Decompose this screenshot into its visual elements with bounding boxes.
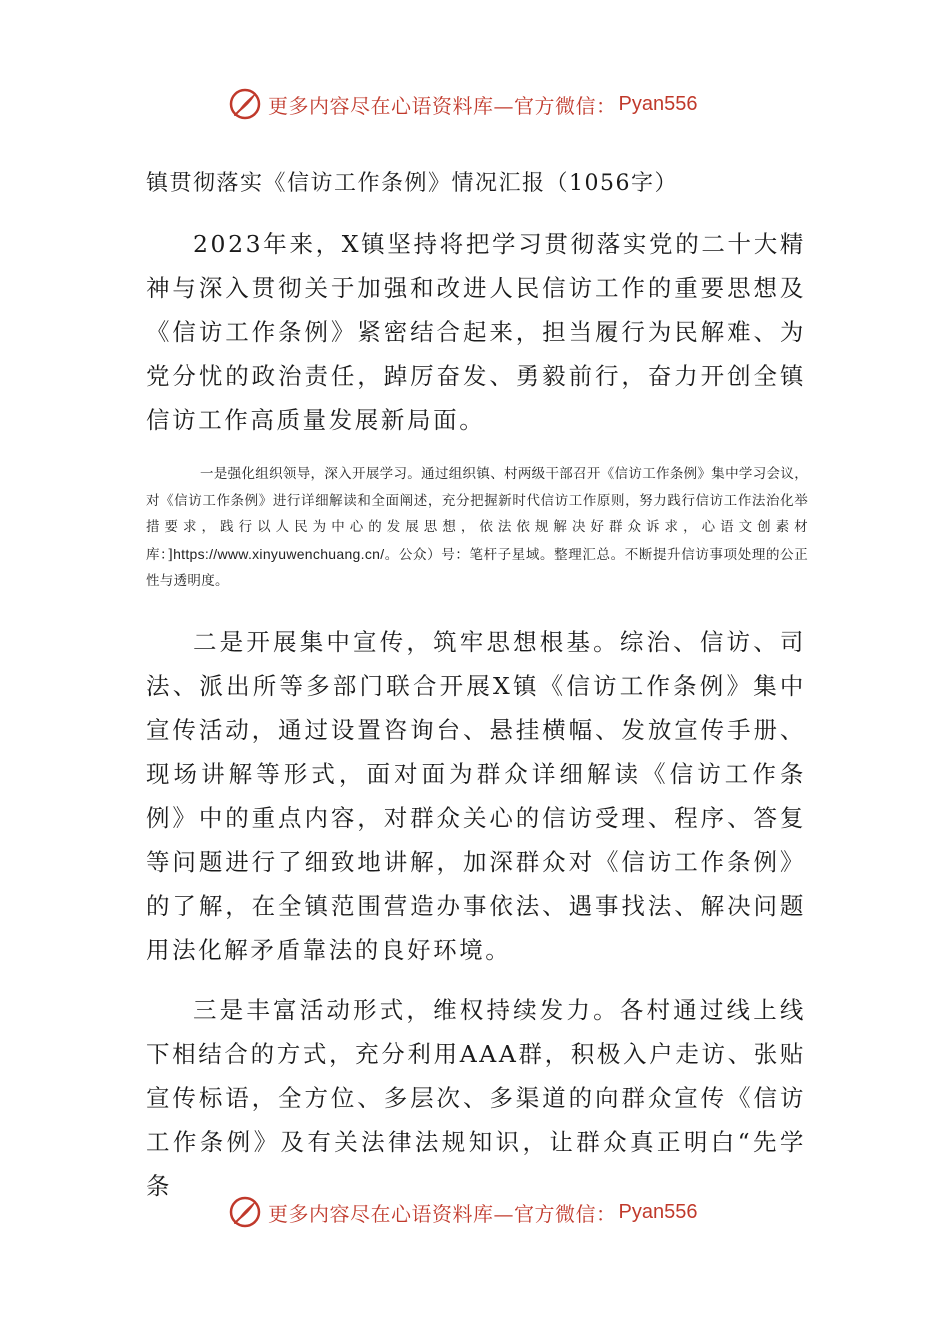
paragraph-activities: 三是丰富活动形式，维权持续发力。各村通过线上线下相结合的方式，充分利用AAA群，积极入户走访、张贴宣传标语，全方位、多层次、多渠道的向群众宣传《信访工作条例》及有关法律法规知识，让群众真正明白“先学条 — [146, 996, 806, 1200]
banner-text: 更多内容尽在心语资料库—官方微信： — [268, 1201, 617, 1226]
paragraph-intro: 2023年来，X镇坚持将把学习贯彻落实党的二十大精神与深入贯彻关于加强和改进人民信访工作的重要思想及《信访工作条例》紧密结合起来，担当履行为民解难、为党分忧的政治责任，踔厉奋发、勇毅前行，奋力开创全镇信访工作高质量发展新局面。 — [146, 230, 806, 434]
document-title: 镇贯彻落实《信访工作条例》情况汇报（1056字） — [146, 171, 678, 196]
paragraph-study-text-2: 。公众）号：笔杆子星域。整理汇总。不断提升信访事项处理的公正性与透明度。 — [146, 546, 808, 589]
paragraph-publicity: 二是开展集中宣传，筑牢思想根基。综治、信访、司法、派出所等多部门联合开展X镇《信访工作条例》集中宣传活动，通过设置咨询台、悬挂横幅、发放宣传手册、现场讲解等形式，面对面为群众详细解读《信访工作条例》中的重点内容，对群众关心的信访受理、程序、答复等问题进行了细致地讲解，加深群众对《信访工作条例》的了解，在全镇范围营造办事依法、遇事找法、解决问题用法化解矛盾靠法的良好环境。 — [146, 628, 806, 964]
quill-logo-icon — [228, 1195, 262, 1229]
header-banner — [228, 86, 748, 122]
banner-wechat-id: Pyan556 — [618, 1200, 698, 1223]
paragraph-study — [146, 461, 808, 595]
quill-logo-icon — [228, 87, 262, 121]
website-link[interactable]: https://www.xinyuwenchuang.cn/ — [173, 545, 385, 562]
banner-wechat-id: Pyan556 — [618, 92, 698, 115]
paragraph-study-text-1: 一是强化组织领导，深入开展学习。通过组织镇、村两级干部召开《信访工作条例》集中学习会议，对《信访工作条例》进行详细解读和全面阐述，充分把握新时代信访工作原则，努力践行信访工作法治化举措要求，践行以人民为中心的发展思想，依法依规解决好群众诉求，心语文创素材库：] — [146, 466, 808, 563]
banner-text: 更多内容尽在心语资料库—官方微信： — [268, 93, 617, 118]
footer-banner — [228, 1194, 748, 1230]
